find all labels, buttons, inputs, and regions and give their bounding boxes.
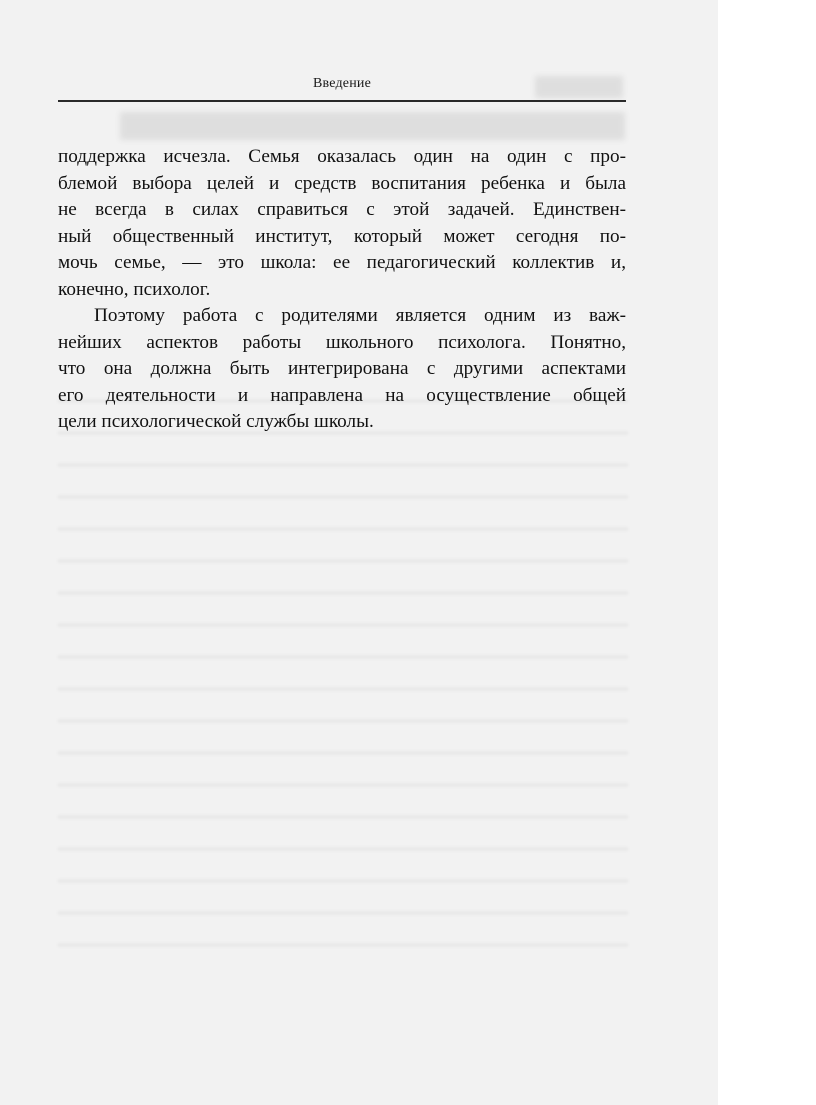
text-line: блемой выбора целей и средств воспитания ребенка и была (58, 172, 626, 194)
bleed-through-text (58, 380, 628, 960)
paragraph-1 (58, 144, 626, 303)
scan-margin (718, 0, 816, 1105)
text-line: нейших аспектов работы школьного психолога. Понятно, (58, 331, 626, 353)
text-line: мочь семье, — это школа: ее педагогический коллектив и, (58, 252, 626, 273)
text-line: что она должна быть интегрирована с другими аспектами (58, 358, 626, 379)
paragraph-2 (58, 303, 626, 436)
running-head: Введение (312, 76, 372, 91)
text-line: ный общественный институт, который может сегодня по- (58, 225, 626, 247)
text-line: конечно, психолог. (58, 278, 211, 300)
header-rule (58, 100, 626, 102)
bleed-through-heading (120, 112, 625, 140)
text-line: цели психологической службы школы. (58, 411, 374, 432)
text-line: Поэтому работа с родителями является одним из важ- (94, 305, 626, 326)
text-line: не всегда в силах справиться с этой задачей. Единствен- (58, 199, 626, 220)
text-line: поддержка исчезла. Семья оказалась один на один с про- (58, 146, 626, 167)
body-text (58, 144, 626, 436)
text-line: его деятельности и направлена на осуществление общей (58, 384, 626, 406)
